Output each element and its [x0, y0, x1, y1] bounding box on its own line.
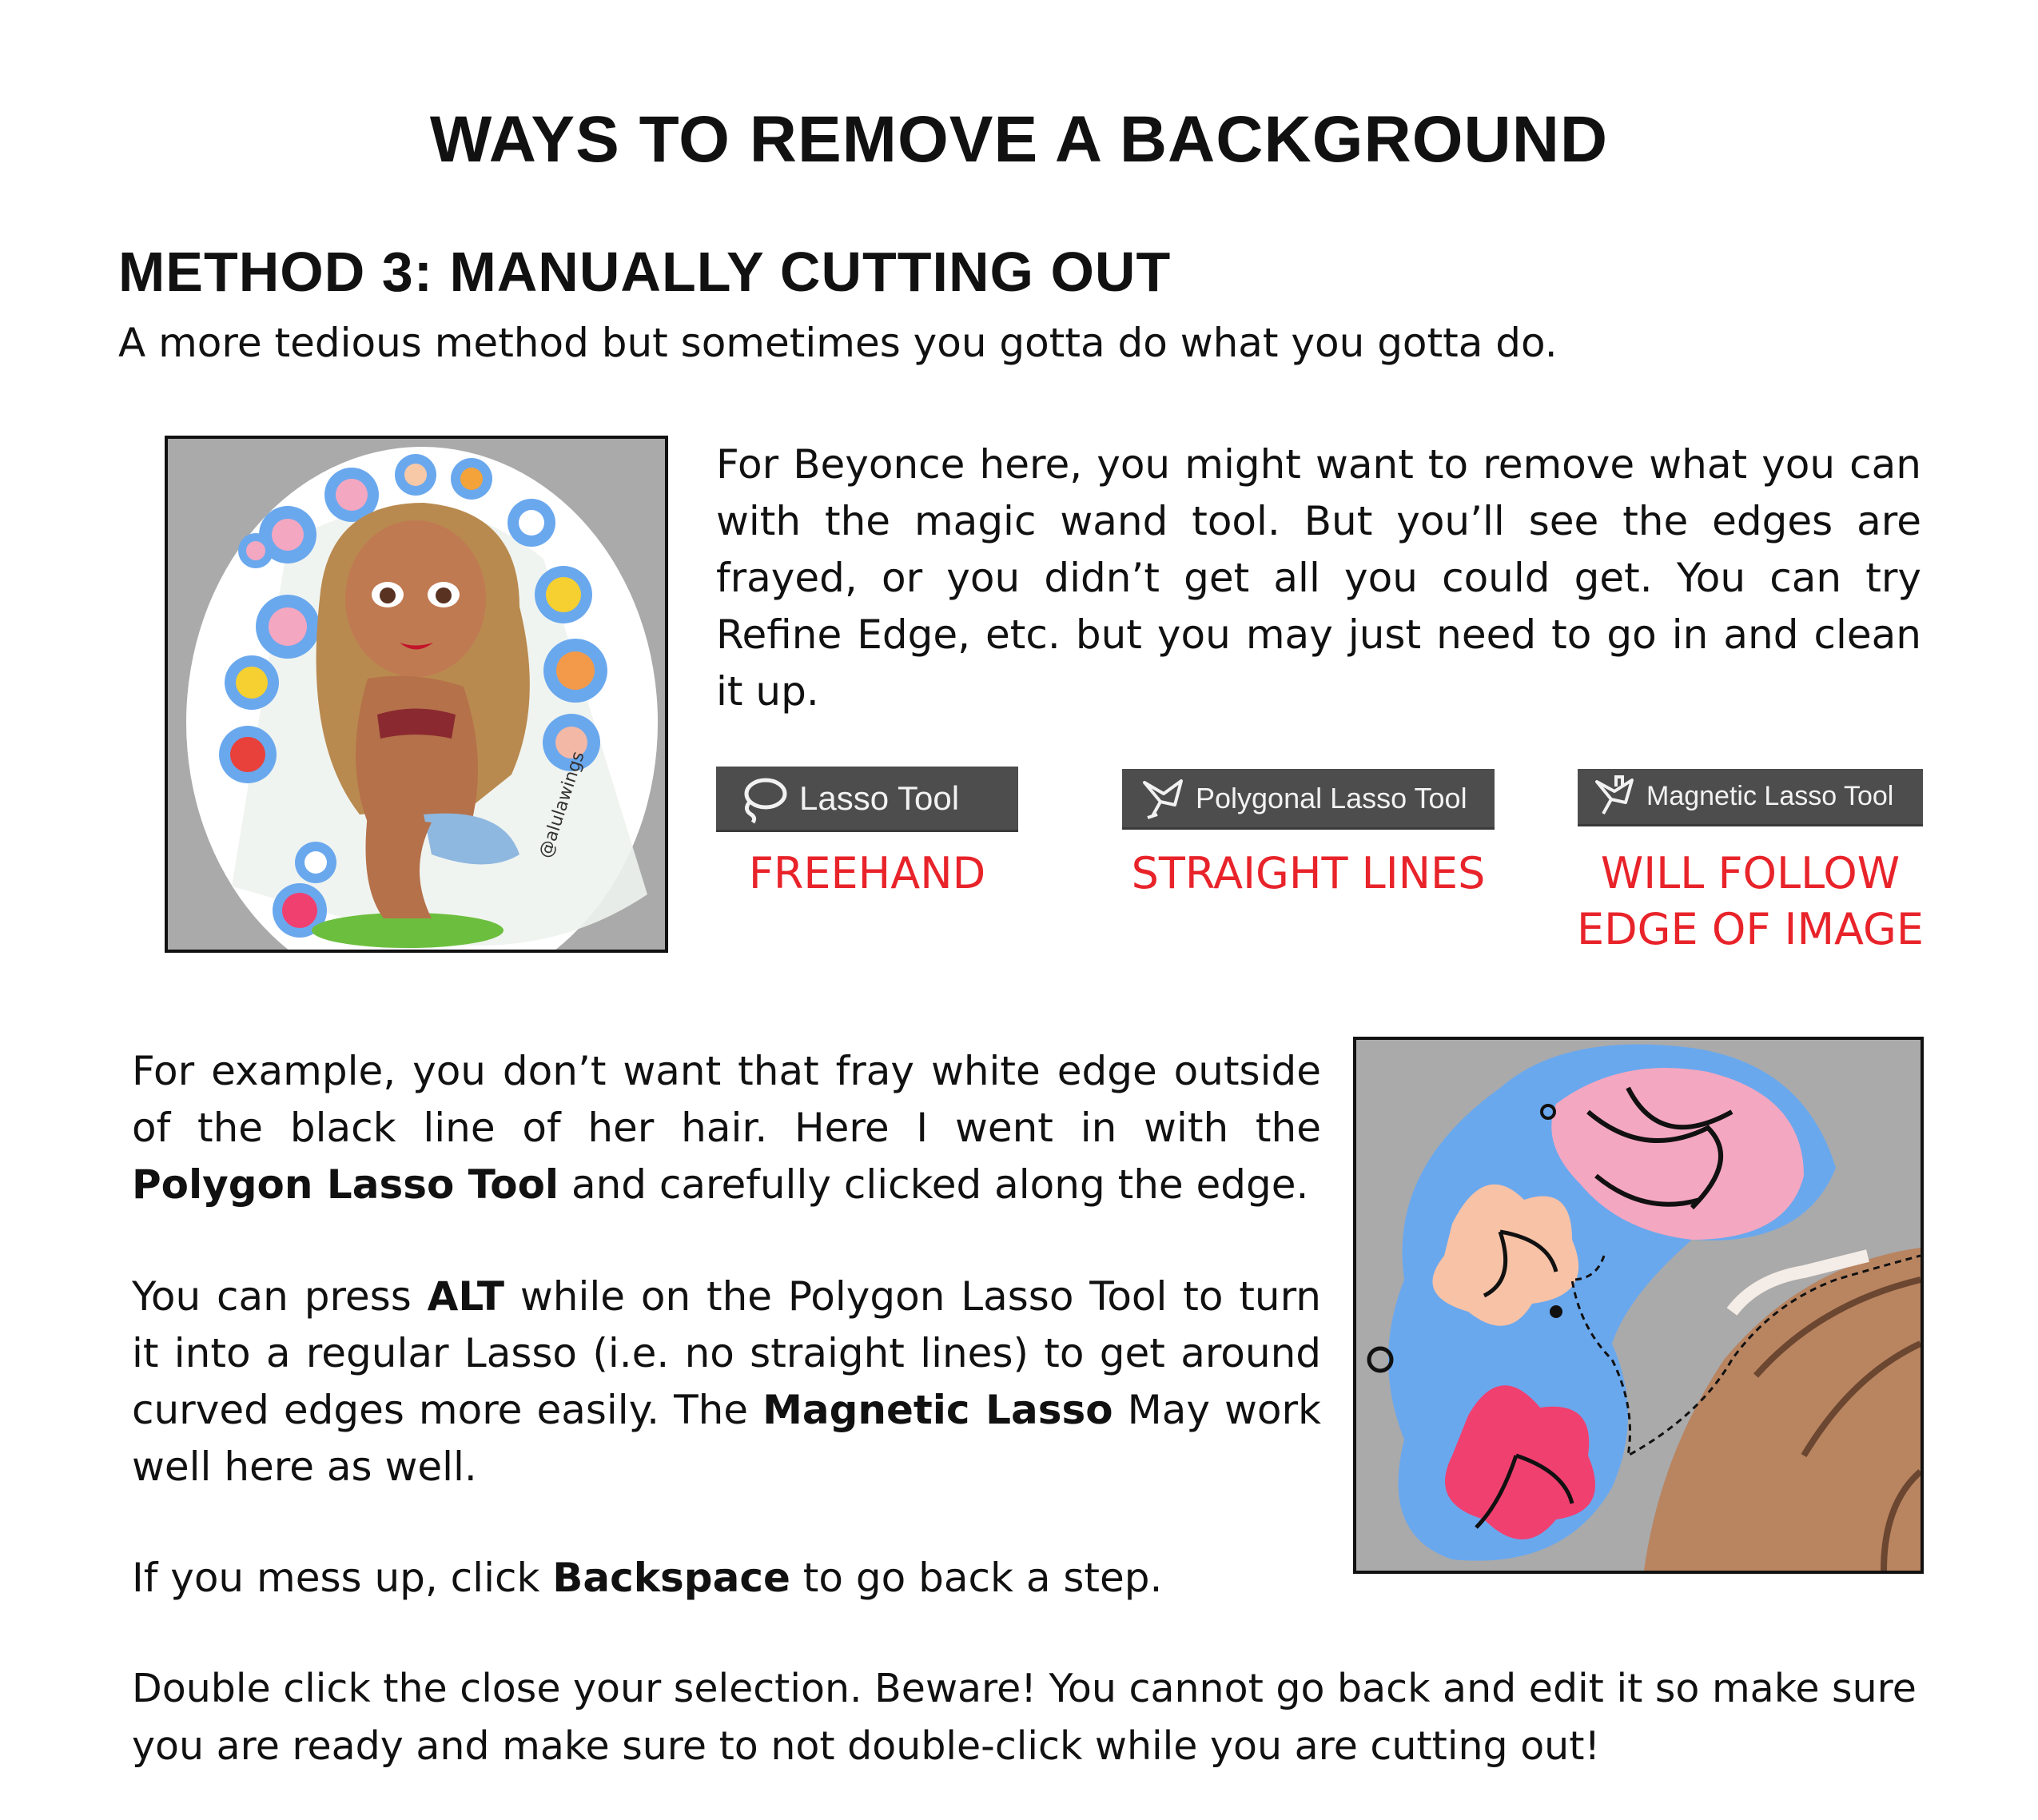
body-paragraph-3 — [132, 1550, 1321, 1607]
selection-closeup-image — [1353, 1037, 1924, 1574]
page-title: WAYS TO REMOVE A BACKGROUND — [429, 103, 1609, 176]
alt-key-emphasis: ALT — [427, 1273, 505, 1320]
polygonal-lasso-tool-label: Polygonal Lasso Tool — [1196, 781, 1467, 814]
lasso-tool-label: Lasso Tool — [799, 779, 960, 817]
magnetic-lasso-tool-button[interactable] — [1578, 769, 1923, 826]
intro-paragraph: For Beyonce here, you might want to remove what you can with the magic wand tool. But you’ll see the edges are frayed, or you didn’t get all you could get. You can try Refine Edge, etc. but you may just need to go in and clean it up. — [716, 441, 1921, 715]
follow-edge-caption-line2: EDGE OF IMAGE — [1576, 904, 1925, 954]
body-paragraph-1 — [132, 1043, 1321, 1213]
body-paragraph-2 — [132, 1268, 1321, 1495]
lasso-tool-button[interactable] — [716, 767, 1018, 832]
method-heading: METHOD 3: MANUALLY CUTTING OUT — [118, 241, 1172, 303]
p2-text-b: while on the Polygon Lasso Tool to turn it into a regular Lasso (i.e. no straight lines) to get around curved edges more easily. The — [132, 1273, 1321, 1433]
freehand-caption: FREEHAND — [748, 848, 986, 898]
follow-edge-caption — [1566, 846, 1934, 958]
follow-edge-caption-line1: WILL FOLLOW — [1600, 848, 1901, 898]
p2-text-c: May work well here as well. — [132, 1387, 1321, 1490]
subtitle: A more tedious method but sometimes you gotta do what you gotta do. — [118, 320, 1558, 366]
artist-signature: @alulawings — [535, 749, 589, 861]
closeup-art — [1356, 1040, 1921, 1571]
magnetic-lasso-tool-label: Magnetic Lasso Tool — [1646, 781, 1894, 811]
magnetic-lasso-emphasis: Magnetic Lasso — [762, 1387, 1113, 1433]
illustration-art — [168, 439, 665, 950]
straight-lines-caption: STRAIGHT LINES — [1131, 848, 1486, 898]
p1-text-a: For example, you don’t want that fray white edge outside of the black line of her hair. Here I went in with the — [132, 1048, 1321, 1151]
lasso-icon — [738, 773, 790, 824]
polygon-lasso-emphasis: Polygon Lasso Tool — [132, 1161, 559, 1208]
body-paragraph-4: Double click the close your selection. Beware! You cannot go back and edit it so make sure you are ready and make sure to not double-click while you are cutting out! — [132, 1666, 1917, 1769]
magnetic-lasso-icon — [1592, 774, 1638, 820]
beyonce-illustration — [165, 436, 668, 953]
polygonal-lasso-icon — [1140, 775, 1188, 822]
backspace-emphasis: Backspace — [552, 1555, 790, 1601]
p1-text-b: and carefully clicked along the edge. — [559, 1161, 1309, 1208]
polygonal-lasso-tool-button[interactable] — [1122, 769, 1495, 830]
p2-text-a: You can press — [132, 1273, 428, 1320]
p3-text-b: to go back a step. — [790, 1555, 1163, 1601]
p3-text-a: If you mess up, click — [132, 1555, 553, 1601]
